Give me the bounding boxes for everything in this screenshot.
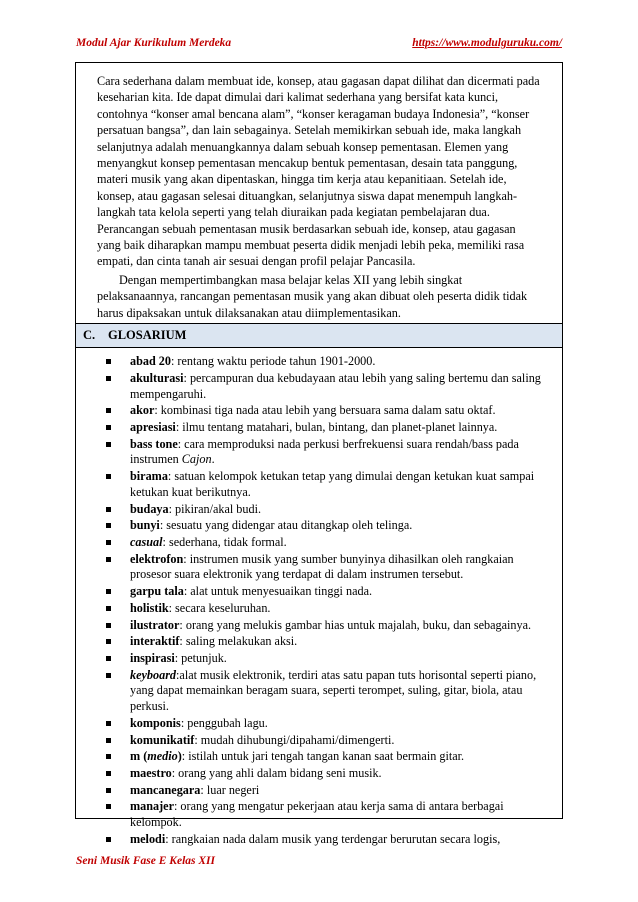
glossary-item <box>106 502 546 518</box>
glossary-term: melodi <box>130 831 166 846</box>
glossary-term: casual <box>130 534 163 549</box>
glossary-definition: : rentang waktu periode tahun 1901-2000. <box>170 354 376 369</box>
glossary-definition: : orang yang mengatur pekerjaan atau kerja sama di antara berbagai kelompok. <box>130 799 504 830</box>
bullet-square-icon <box>106 557 111 562</box>
bullet-square-icon <box>106 523 111 528</box>
bullet-square-icon <box>106 721 111 726</box>
glossary-item <box>106 799 546 831</box>
glossary-definition: : alat untuk menyesuaikan tinggi nada. <box>183 584 373 599</box>
glossary-term: manajer <box>130 799 174 814</box>
bullet-square-icon <box>106 639 111 644</box>
glossary-item <box>106 651 546 667</box>
glossary-item <box>106 420 546 436</box>
bullet-square-icon <box>106 507 111 512</box>
glossary-definition: : orang yang ahli dalam bidang seni musik. <box>171 765 382 780</box>
glossary-term: akor <box>130 403 155 418</box>
page-header <box>76 37 562 49</box>
glossary-term: maestro <box>130 765 172 780</box>
glossary-term: inspirasi <box>130 650 175 665</box>
glossary-item <box>106 354 546 370</box>
bullet-square-icon <box>106 788 111 793</box>
glossary-item <box>106 437 546 469</box>
glossary-term: komponis <box>130 715 181 730</box>
glossary-term: birama <box>130 469 168 484</box>
glossary-item <box>106 518 546 534</box>
glossary-definition: : percampuran dua kebudayaan atau lebih yang saling bertemu dan saling mempengaruhi. <box>130 370 541 401</box>
glossary-item <box>106 766 546 782</box>
glossary-term: apresiasi <box>130 419 176 434</box>
glossary-term: garpu tala <box>130 584 184 599</box>
glossary-definition: : secara keseluruhan. <box>168 600 271 615</box>
glossary-definition: : pikiran/akal budi. <box>168 501 262 516</box>
bullet-square-icon <box>106 442 111 447</box>
bullet-square-icon <box>106 754 111 759</box>
bullet-square-icon <box>106 804 111 809</box>
bullet-square-icon <box>106 738 111 743</box>
glossary-item <box>106 601 546 617</box>
bullet-square-icon <box>106 673 111 678</box>
bullet-square-icon <box>106 589 111 594</box>
glossary-term: akulturasi <box>130 370 184 385</box>
glossary-item <box>106 552 546 584</box>
glossary-definition: : kombinasi tiga nada atau lebih yang bersuara sama dalam satu oktaf. <box>154 403 496 418</box>
glossary-definition: : ilmu tentang matahari, bulan, bintang, dan planet-planet lainnya. <box>175 419 498 434</box>
glossary-item <box>106 733 546 749</box>
glossary-term: holistik <box>130 600 169 615</box>
glossary-term: ilustrator <box>130 617 180 632</box>
bullet-square-icon <box>106 606 111 611</box>
glossary-definition: :alat musik elektronik, terdiri atas satu papan tuts horisontal seperti piano, yang dapat memainkan beragam suara, seperti terompet, suling, gitar, biola, atau perkusi. <box>130 667 537 714</box>
header-module-title: Modul Ajar Kurikulum Merdeka <box>76 37 232 49</box>
glossary-list <box>76 348 562 848</box>
bullet-square-icon <box>106 623 111 628</box>
header-website-link[interactable]: https://www.modulguruku.com/ <box>412 37 562 49</box>
glossary-definition-italic: Cajon <box>181 452 212 467</box>
glossary-item <box>106 371 546 403</box>
glossary-definition: : instrumen musik yang sumber bunyinya dihasilkan oleh rangkaian prosesor suara elektronik yang terdapat di dalam instrumen tersebut. <box>130 551 514 582</box>
glossary-term: mancanegara <box>130 782 201 797</box>
glossary-definition: : penggubah lagu. <box>180 715 268 730</box>
glossary-term: komunikatif <box>130 732 195 747</box>
glossary-item <box>106 749 546 765</box>
page-footer: Seni Musik Fase E Kelas XII <box>76 855 215 867</box>
glossary-definition: : sesuatu yang didengar atau ditangkap oleh telinga. <box>159 518 413 533</box>
glossary-term: bass tone <box>130 436 178 451</box>
bullet-square-icon <box>106 540 111 545</box>
section-heading-glossary <box>76 323 562 348</box>
glossary-item <box>106 403 546 419</box>
glossary-item <box>106 668 546 715</box>
bullet-square-icon <box>106 474 111 479</box>
glossary-definition: : satuan kelompok ketukan tetap yang dimulai dengan ketukan kuat sampai ketukan kuat berikutnya. <box>130 469 535 499</box>
glossary-definition: : petunjuk. <box>174 650 227 665</box>
bullet-square-icon <box>106 359 111 364</box>
content-frame <box>75 62 563 846</box>
bullet-square-icon <box>106 837 111 842</box>
glossary-item <box>106 716 546 732</box>
glossary-item <box>106 634 546 650</box>
glossary-definition: : sederhana, tidak formal. <box>162 534 287 549</box>
glossary-item <box>106 618 546 634</box>
glossary-item <box>106 783 546 799</box>
glossary-definition: : istilah untuk jari tengah tangan kanan saat bermain gitar. <box>181 749 465 764</box>
glossary-term: budaya <box>130 501 169 516</box>
glossary-term: abad 20 <box>130 354 171 369</box>
glossary-definition: : luar negeri <box>200 782 260 797</box>
bullet-square-icon <box>106 408 111 413</box>
glossary-term: interaktif <box>130 634 180 649</box>
glossary-definition: : orang yang melukis gambar hias untuk majalah, buku, dan sebagainya. <box>179 617 532 632</box>
paragraph-1: Cara sederhana dalam membuat ide, konsep, atau gagasan dapat dilihat dan dicermati pada keseharian kita. Ide dapat dimulai dari kalimat sederhana yang bersifat kata kunci, contohnya “konser amal bencana alam”, “konser keragaman budaya Indonesia”, “konser persatuan bangsa”, dan lain sebagainya. Setelah memikirkan sebuah ide, maka langkah selanjutnya adalah menuangkannya dalam sebuah konsep pementasan. Elemen yang menyangkut konsep pementasan mencakup bentuk pementasan, desain tata panggung, materi musik yang akan dipentaskan, hingga tim kerja atau kepanitiaan. Setelah ide, konsep, atau gagasan selesai dituangkan, selanjutnya siswa dapat menempuh langkah-langkah tata kelola seperti yang telah diuraikan pada kegiatan pembelajaran dua. Perancangan sebuah pementasan musik berdasarkan sebuah ide, konsep, atau gagasan yang baik diharapkan mampu membuat peserta didik menjadi lebih peka, memiliki rasa empati, dan cinta tanah air sesuai dengan profil pelajar Pancasila. <box>97 74 540 269</box>
glossary-definition: : mudah dihubungi/dipahami/dimengerti. <box>194 732 395 747</box>
glossary-term: keyboard <box>130 667 177 682</box>
glossary-term: elektrofon <box>130 551 184 566</box>
bullet-square-icon <box>106 425 111 430</box>
bullet-square-icon <box>106 771 111 776</box>
glossary-item <box>106 535 546 551</box>
paragraph-2: Dengan mempertimbangkan masa belajar kelas XII yang lebih singkat pelaksanaannya, rancangan pementasan musik yang akan dibuat oleh peserta didik tidak harus dipaksakan untuk dilaksanakan atau diimplementasikan. <box>97 272 528 320</box>
glossary-definition: : cara memproduksi nada perkusi berfrekuensi suara rendah/bass pada instrumen Cajon. <box>130 436 519 467</box>
bullet-square-icon <box>106 656 111 661</box>
bullet-square-icon <box>106 376 111 381</box>
glossary-definition: : rangkaian nada dalam musik yang terdengar berurutan secara logis, <box>165 831 501 846</box>
intro-text <box>76 63 562 321</box>
section-letter: C. <box>83 328 96 343</box>
glossary-item <box>106 469 546 501</box>
glossary-item <box>106 584 546 600</box>
glossary-definition: : saling melakukan aksi. <box>179 634 298 649</box>
glossary-item <box>106 832 546 848</box>
glossary-term-italic: medio <box>147 749 178 764</box>
glossary-term: m (medio) <box>130 749 182 764</box>
glossary-term: bunyi <box>130 518 160 533</box>
section-title: GLOSARIUM <box>108 328 187 343</box>
